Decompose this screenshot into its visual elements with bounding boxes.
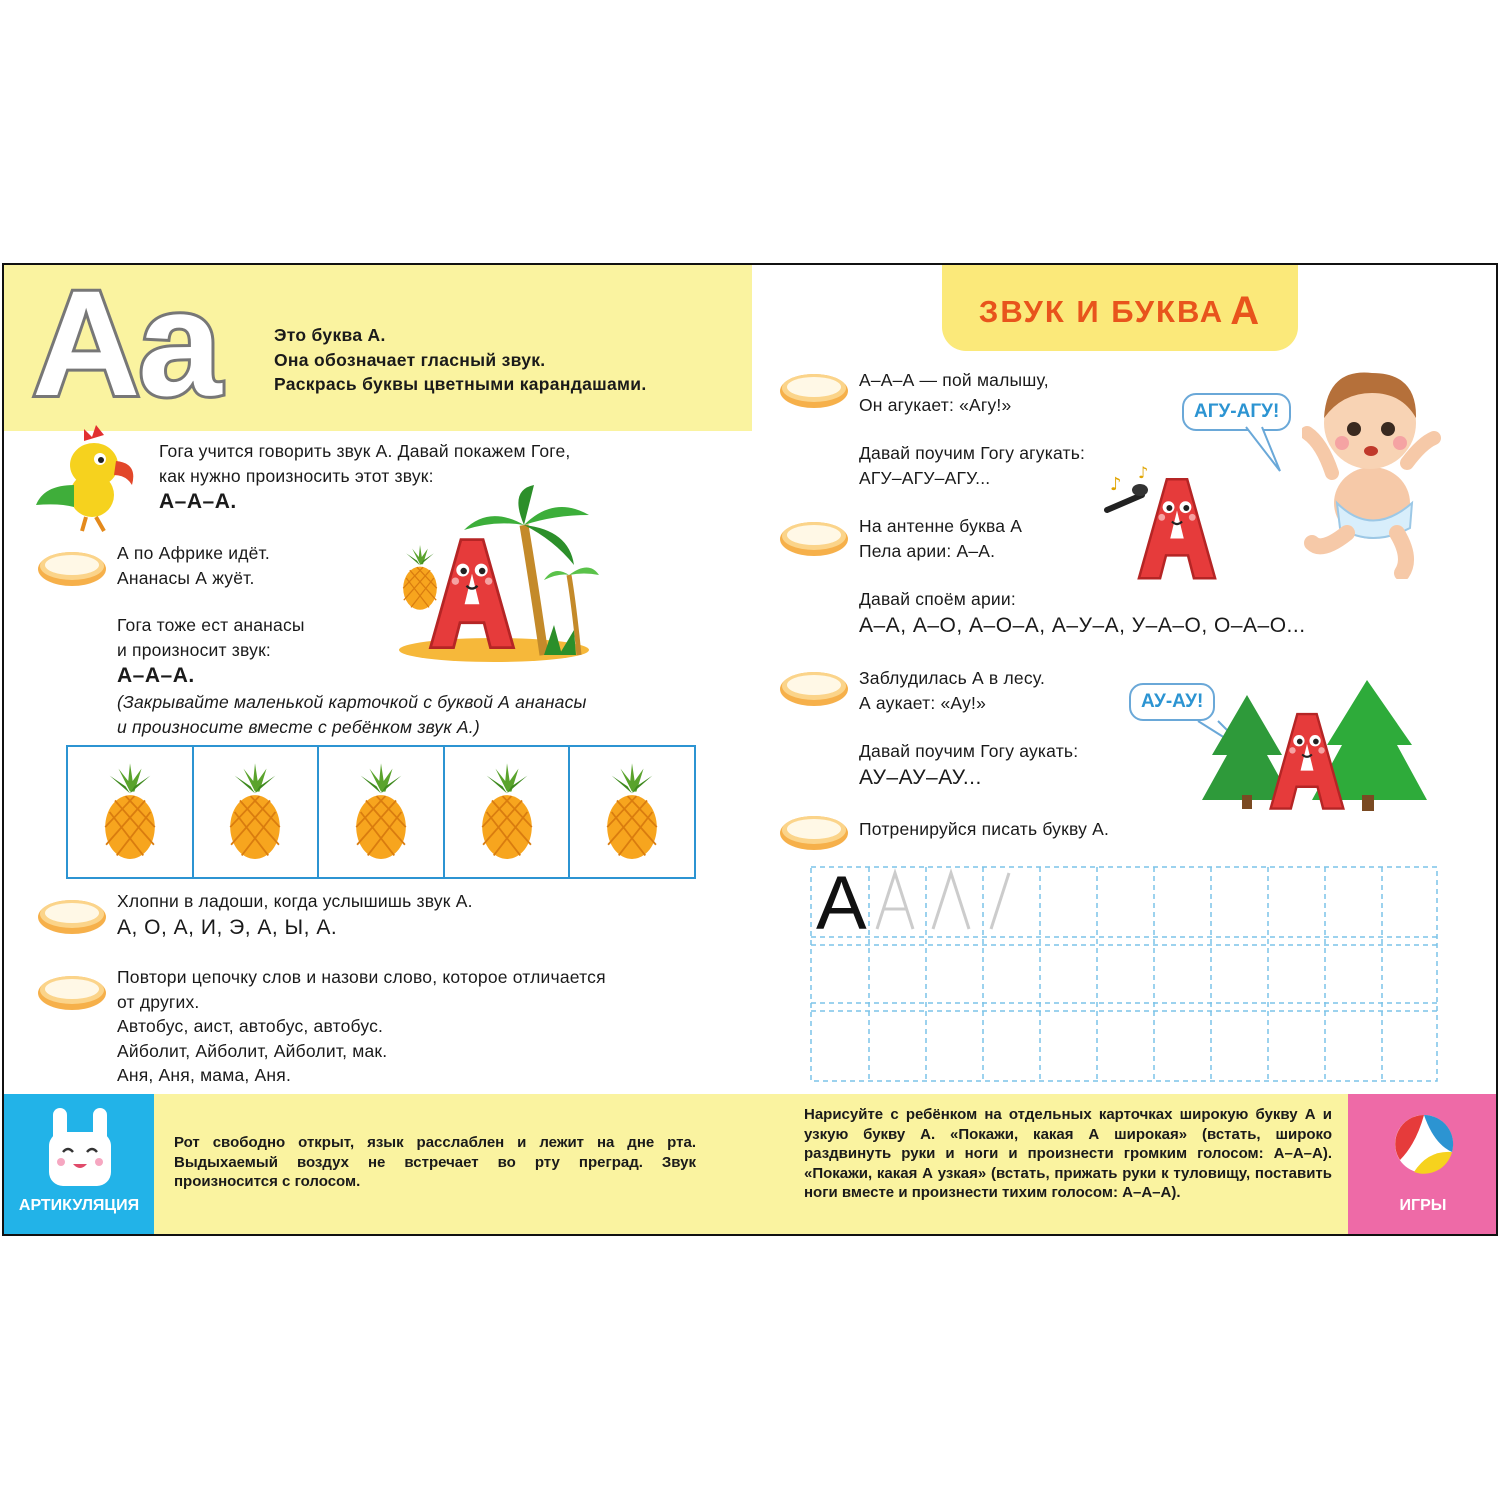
outlined-letters-aa	[24, 263, 264, 433]
forest-line-1: Заблудилась А в лесу.	[859, 668, 1046, 688]
svg-text:♪: ♪	[1110, 474, 1122, 495]
bubble-tail-icon	[1244, 425, 1284, 475]
svg-text:♪: ♪	[1138, 463, 1149, 482]
pineapple-card[interactable]	[319, 747, 445, 877]
note-line-1: (Закрывайте маленькой карточкой с буквой А ананасы	[117, 692, 587, 712]
goga-eats-line-1: Гога тоже ест ананасы	[117, 615, 305, 635]
pineapple-card[interactable]	[194, 747, 320, 877]
forest-line-2: А аукает: «Ау!»	[859, 692, 987, 713]
forest-letter-a-illustration	[1202, 675, 1434, 815]
teach-au-line-2: АУ–АУ–АУ...	[859, 765, 982, 789]
sing-line-2: А–А, А–О, А–О–А, А–У–А, У–А–О, О–А–О...	[859, 613, 1306, 637]
games-text: Нарисуйте с ребёнком на отдельных карточках широкую букву А и узкую букву А. «Покажи, какая А широкая» (встать, широко раздвинуть руки и ноги и произнести громким голосом: А–А–А). «Покажи, какая А узкая» (встать, прижать руки к туловищу, поставить ноги вместе и произнести тихим голосом: А–А–А).	[804, 1106, 1332, 1201]
baby-rhyme	[859, 368, 1085, 490]
pineapple-card[interactable]	[68, 747, 194, 877]
chain-line-3: Автобус, аист, автобус, автобус.	[117, 1016, 384, 1036]
chain-line-4: Айболит, Айболит, Айболит, мак.	[117, 1040, 388, 1061]
antenna-rhyme	[859, 514, 1306, 640]
africa-line-2: Ананасы А жуёт.	[117, 567, 255, 588]
pineapple-card[interactable]	[570, 747, 694, 877]
antenna-line-2: Пела арии: А–А.	[859, 540, 996, 561]
antenna-line-1: На антенне буква А	[859, 516, 1023, 536]
bunny-icon	[49, 1106, 111, 1188]
pineapple-icon	[350, 762, 412, 862]
articulation-text: Рот свободно открыт, язык расслаблен и лежит на дне рта. Выдыхаемый воздух не встречает во рту преград. Звук произносится с голосом.	[174, 1134, 696, 1190]
pineapple-cards	[66, 745, 696, 879]
plate-icon	[36, 971, 108, 1011]
intro-text	[274, 323, 647, 397]
clap-exercise	[117, 889, 473, 942]
plate-icon	[778, 811, 850, 851]
pineapple-icon	[476, 762, 538, 862]
intro-line-1: Это буква А.	[274, 325, 386, 345]
pineapple-icon	[601, 762, 663, 862]
speech-bubble-au: АУ-АУ!	[1129, 683, 1215, 721]
intro-line-3: Раскрась буквы цветными карандашами.	[274, 374, 647, 394]
plate-icon	[778, 517, 850, 557]
speech-bubble-agu: АГУ-АГУ!	[1182, 393, 1291, 431]
sing-line-1: Давай споём арии:	[859, 589, 1016, 609]
pineapple-icon	[99, 762, 161, 862]
plate-icon	[778, 369, 850, 409]
practice-instruction: Потренируйся писать букву А.	[859, 819, 1110, 839]
write-letter-sample: А	[816, 865, 867, 946]
games-label: ИГРЫ	[1399, 1197, 1447, 1214]
plate-icon	[778, 667, 850, 707]
teach-au-line-1: Давай поучим Гогу аукать:	[859, 741, 1079, 761]
africa-line-1: А по Африке идёт.	[117, 543, 270, 563]
teach-agu-line-1: Давай поучим Гогу агукать:	[859, 443, 1086, 463]
goga-intro-line-1: Гога учится говорить звук А. Давай покажем Гоге,	[159, 441, 571, 461]
chain-line-1: Повтори цепочку слов и назови слово, которое отличается	[117, 967, 606, 987]
parrot-goga-icon	[34, 425, 144, 535]
articulation-box	[4, 1094, 154, 1236]
goga-eats-line-2: и произносит звук:	[117, 639, 271, 660]
baby-line-2: Он агукает: «Агу!»	[859, 394, 1012, 415]
games-box	[1348, 1094, 1498, 1236]
page-title-text: ЗВУК И БУКВА	[978, 294, 1225, 329]
clap-letters: А, О, А, И, Э, А, Ы, А.	[117, 915, 338, 939]
beach-ball-icon	[1394, 1114, 1454, 1174]
goga-eats-sound: А–А–А.	[117, 664, 195, 687]
goga-eats	[117, 613, 587, 739]
articulation-label: АРТИКУЛЯЦИЯ	[18, 1197, 140, 1214]
forest-rhyme	[859, 666, 1078, 792]
clap-instruction: Хлопни в ладоши, когда услышишь звук А.	[117, 891, 473, 911]
africa-rhyme	[117, 541, 270, 590]
writing-practice-grid[interactable]	[809, 865, 1441, 1085]
outlined-letters-text: Аа	[32, 263, 218, 427]
plate-icon	[36, 547, 108, 587]
plate-icon	[36, 895, 108, 935]
word-chain-exercise	[117, 965, 606, 1088]
title-tab	[942, 265, 1298, 351]
note-line-2: и произносите вместе с ребёнком звук А.)	[117, 716, 480, 737]
chain-line-5: Аня, Аня, мама, Аня.	[117, 1065, 292, 1085]
page-title-letter: А	[1230, 289, 1262, 333]
intro-line-2: Она обозначает гласный звук.	[274, 349, 546, 370]
page-title	[942, 289, 1298, 334]
pineapple-card[interactable]	[445, 747, 571, 877]
pineapple-icon	[224, 762, 286, 862]
goga-intro-sound: А–А–А.	[159, 490, 237, 513]
baby-illustration	[1302, 363, 1442, 579]
teach-agu-line-2: АГУ–АГУ–АГУ...	[859, 467, 991, 488]
workbook-spread	[2, 263, 1498, 1236]
chain-line-2: от других.	[117, 991, 200, 1012]
baby-line-1: А–А–А — пой малышу,	[859, 370, 1049, 390]
goga-intro-line-2: как нужно произносить этот звук:	[159, 465, 434, 486]
